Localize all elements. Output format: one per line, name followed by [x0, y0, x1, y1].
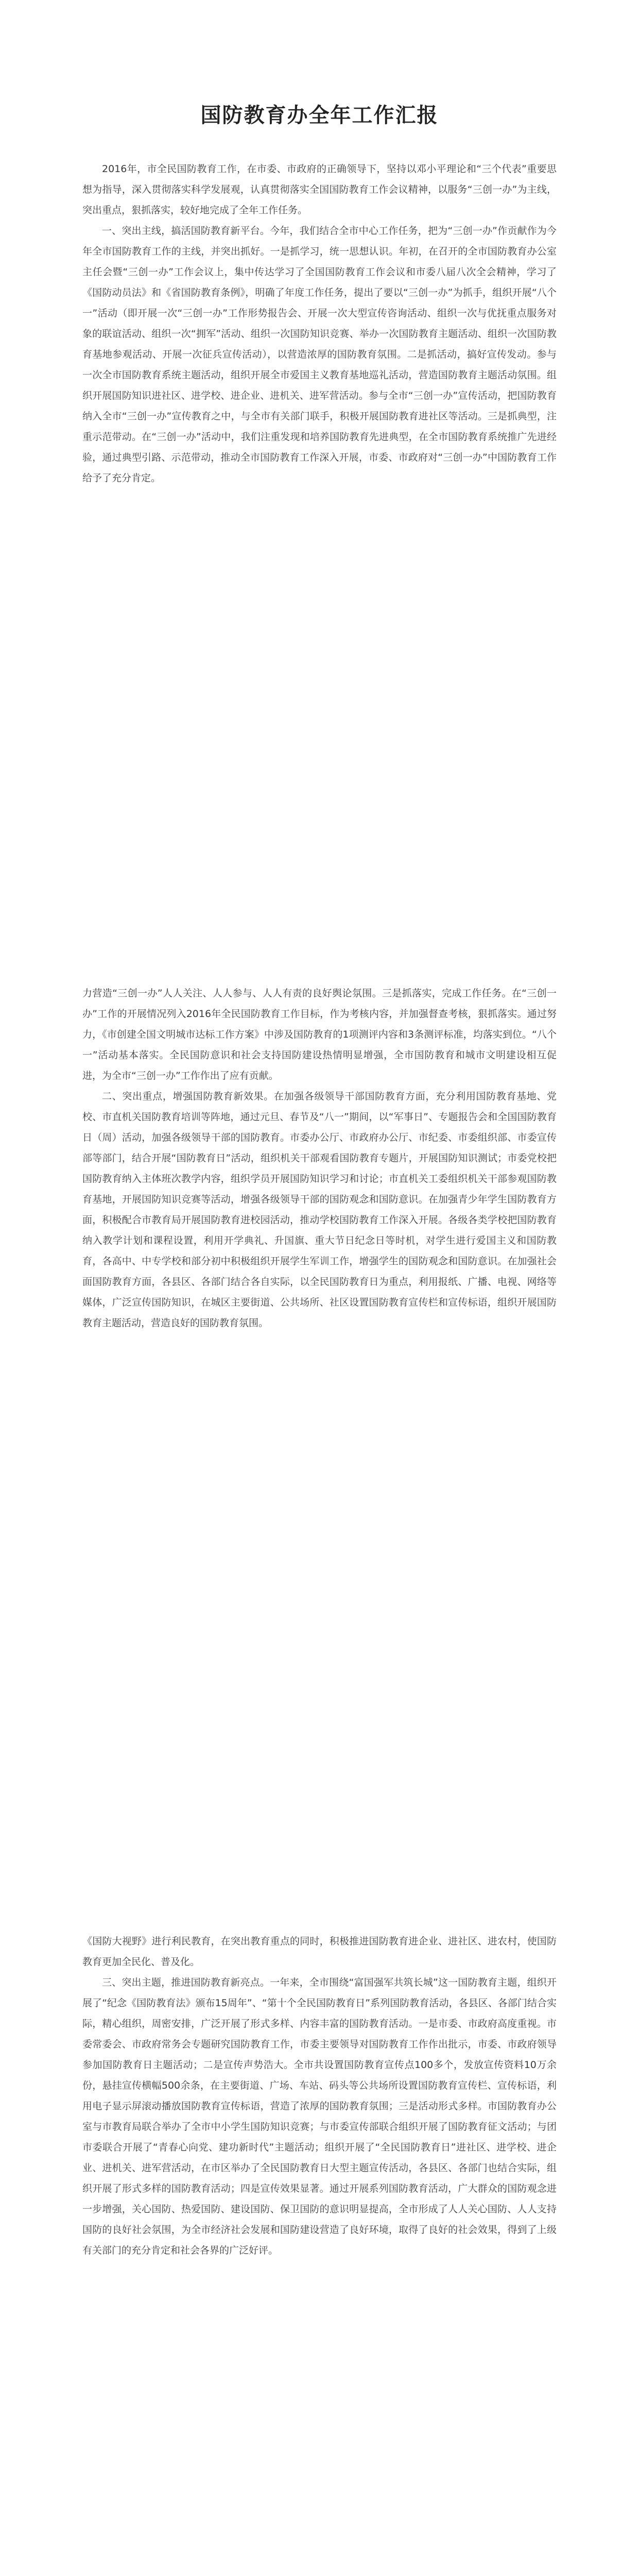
paragraph: 2016年，市全民国防教育工作，在市委、市政府的正确领导下，坚持以邓小平理论和“三个代表”重要思想为指导，深入贯彻落实科学发展观，认真贯彻落实全国国防教育工作会议精神，以服务“三创一办”为主线，突出重点，狠抓落实，较好地完成了全年工作任务。: [82, 163, 557, 216]
paragraph: 三、突出主题，推进国防教育新亮点。一年来，全市围绕“富国强军共筑长城”这一国防教育主题，组织开展了“纪念《国防教育法》颁布15周年”、“第十个全民国防教育日”系列国防教育活动，各县区、各部门结合实际，精心组织，周密安排，广泛开展了形式多样、内容丰富的国防教育活动。一是市委、市政府高度重视。市委常委会、市政府常务会专题研究国防教育工作，市委主要领导对国防教育工作作出批示，市委、市政府领导参加国防教育日主题活动；二是宣传声势浩大。全市共设置国防教育宣传点100多个，发放宣传资料10万余份，悬挂宣传横幅500余条，在主要街道、广场、车站、码头等公共场所设置国防教育宣传栏、宣传标语，利用电子显示屏滚动播放国防教育宣传标语，营造了浓厚的国防教育氛围；三是活动形式多样。市国防教育办公室与市教育局联合举办了全市中小学生国防知识竞赛；与市委宣传部联合组织开展了国防教育征文活动；与团市委联合开展了“青春心向党、建功新时代”主题活动；组织开展了“全民国防教育日”进社区、进学校、进企业、进机关、进军营活动，在市区举办了全民国防教育日大型主题宣传活动，各县区、各部门也结合实际，组织开展了形式多样的国防教育活动；四是宣传效果显著。通过开展系列国防教育活动，广大群众的国防观念进一步增强，关心国防、热爱国防、建设国防、保卫国防的意识明显提高，全市形成了人人关心国防、人人支持国防的良好社会氛围，为全市经济社会发展和国防建设营造了良好环境，取得了良好的社会效果，得到了上级有关部门的充分肯定和社会各界的广泛好评。: [82, 1977, 557, 2256]
paragraph: 一、突出主线，搞活国防教育新平台。今年，我们结合全市中心工作任务，把为“三创一办”作贡献作为今年全市国防教育工作的主线，并突出抓好。一是抓学习，统一思想认识。年初，在召开的全市国防教育办公室主任会暨“三创一办”工作会议上，集中传达学习了全国国防教育工作会议和市委八届八次全会精神，学习了《国防动员法》和《省国防教育条例》，明确了年度工作任务，提出了要以“三创一办”为抓手，组织开展“八个一”活动（即开展一次“三创一办”工作形势报告会、开展一次大型宣传咨询活动、组织一次与优抚重点服务对象的联谊活动、组织一次“拥军”活动、组织一次国防知识竞赛、举办一次国防教育主题活动、组织一次国防教育基地参观活动、开展一次征兵宣传活动），以营造浓厚的国防教育氛围。二是抓活动，搞好宣传发动。参与一次全市国防教育系统主题活动，组织开展全市爱国主义教育基地巡礼活动，营造国防教育主题活动氛围。组织开展国防知识进社区、进学校、进企业、进机关、进军营活动。参与全市“三创一办”宣传活动，把国防教育纳入全市“三创一办”宣传教育之中，与全市有关部门联手，积极开展国防教育进社区等活动。三是抓典型，注重示范带动。在“三创一办”活动中，我们注重发现和培养国防教育先进典型，在全市国防教育系统推广先进经验，通过典型引路、示范带动，推动全市国防教育工作深入开展，市委、市政府对“三创一办”中国防教育工作给予了充分肯定。: [82, 225, 557, 484]
paragraph: 力营造“三创一办”人人关注、人人参与、人人有责的良好舆论氛围。三是抓落实，完成工作任务。在“三创一办”工作的开展情况列入2016年全民国防教育工作目标，作为考核内容，并加强督查考核，狠抓落实。通过努力，《市创建全国文明城市达标工作方案》中涉及国防教育的1项测评内容和3条测评标准，均落实到位。“八个一”活动基本落实。全民国防意识和社会支持国防建设热情明显增强，全市国防教育和城市文明建设相互促进，为全市“三创一办”工作作出了应有贡献。: [82, 988, 557, 1081]
text-block-2: [82, 983, 557, 1333]
paragraph: 二、突出重点，增强国防教育新效果。在加强各级领导干部国防教育方面，充分利用国防教育基地、党校、市直机关国防教育培训等阵地，通过元旦、春节及“八一”期间，以“军事日”、专题报告会和全国国防教育日（周）活动，加强各级领导干部的国防教育。市委办公厅、市政府办公厅、市纪委、市委组织部、市委宣传部等部门，结合开展“国防教育日”活动，组织机关干部观看国防教育专题片，开展国防知识测试；市委党校把国防教育纳入主体班次教学内容，组织学员开展国防知识学习和讨论；市直机关工委组织机关干部参观国防教育基地，开展国防知识竞赛等活动，增强各级领导干部的国防观念和国防意识。在加强青少年学生国防教育方面，积极配合市教育局开展国防教育进校园活动，推动学校国防教育工作深入开展。各级各类学校把国防教育纳入教学计划和课程设置，利用开学典礼、升国旗、重大节日纪念日等时机，对学生进行爱国主义和国防教育，各高中、中专学校和部分初中积极组织开展学生军训工作，增强学生的国防观念和国防意识。在加强社会面国防教育方面，各县区、各部门结合各自实际，以全民国防教育日为重点，利用报纸、广播、电视、网络等媒体，广泛宣传国防知识，在城区主要街道、公共场所、社区设置国防教育宣传栏和宣传标语，组织开展国防教育主题活动，营造良好的国防教育氛围。: [82, 1091, 557, 1329]
paragraph: 《国防大视野》进行利民教育，在突出教育重点的同时，积极推进国防教育进企业、进社区、进农村，使国防教育更加全民化、普及化。: [82, 1936, 557, 1968]
text-block-1: [82, 159, 557, 488]
document-title: 国防教育办全年工作汇报: [200, 103, 439, 127]
text-block-3: [82, 1931, 557, 2261]
